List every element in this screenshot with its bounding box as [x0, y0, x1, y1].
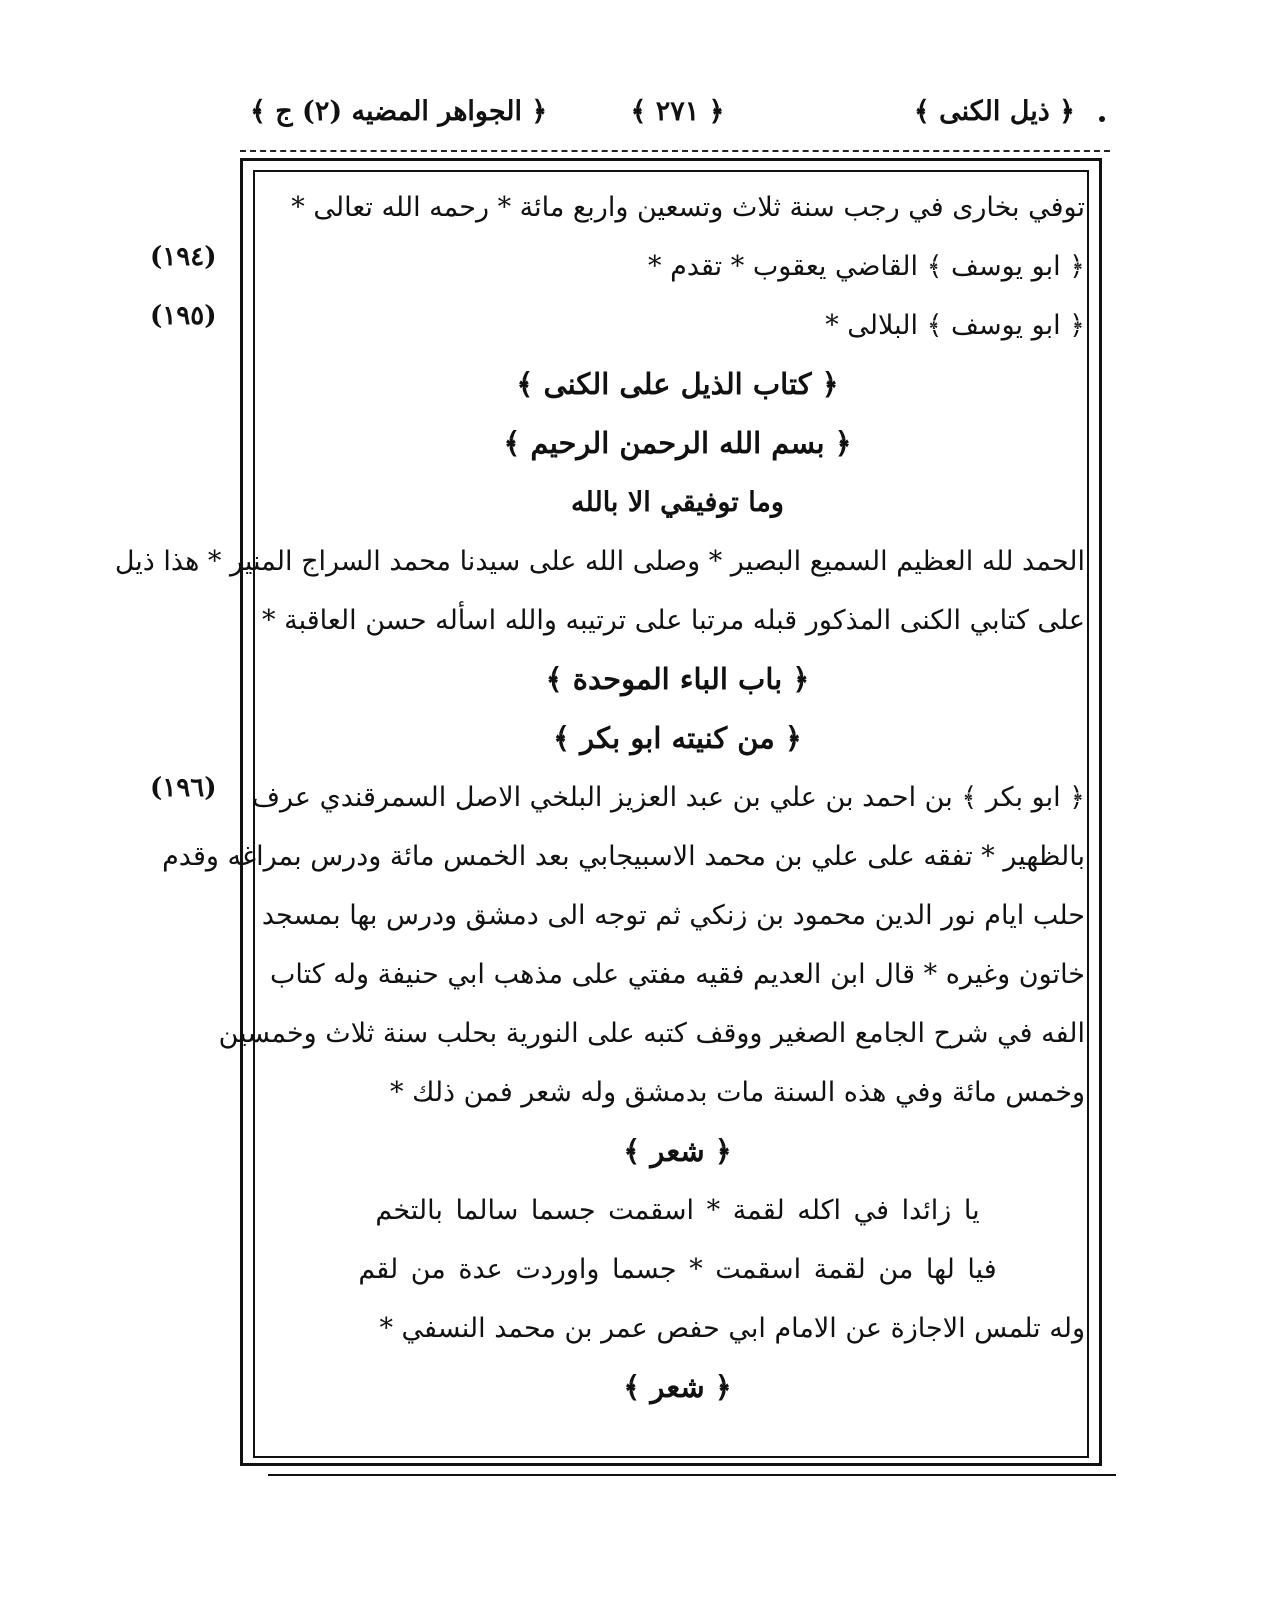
chapter-heading: ﴿ باب الباء الموحدة ﴾ [545, 662, 810, 696]
text-line: بالظهير * تفقه على علي بن محمد الاسبيجابي بعد الخمس مائة ودرس بمراغه وقدم [162, 841, 1085, 872]
frame-bottom-rule [268, 1474, 1116, 1476]
basmala: ﴿ بسم الله الرحمن الرحيم ﴾ [503, 426, 852, 460]
text-line: وله تلمس الاجازة عن الامام ابي حفص عمر بن محمد النسفي * [379, 1313, 1085, 1344]
text-line: توفي بخارى في رجب سنة ثلاث وتسعين واربع مائة * رحمه الله تعالى * [291, 192, 1085, 223]
entry-text-line: ﴿ ابو بكر ﴾ بن احمد بن علي بن عبد العزيز البلخي الاصل السمرقندي عرف [251, 782, 1085, 813]
margin-entry-number: (١٩٦) [150, 773, 217, 803]
text-line: وخمس مائة وفي هذه السنة مات بدمشق وله شعر فمن ذلك * [389, 1077, 1085, 1108]
entry-heading: ﴿ ابو يوسف ﴾ القاضي يعقوب * تقدم * [648, 251, 1085, 282]
margin-entry-number: (١٩٥) [150, 301, 217, 331]
running-header [250, 96, 1105, 146]
header-book-title: ﴿ الجواهر المضيه (٢) ج ﴾ [250, 96, 548, 127]
poem-verse: يا زائدا في اكله لقمة * اسقمت جسما سالما بالتخم [375, 1195, 980, 1226]
header-section-title: ﴿ ذيل الكنى ﴾ [913, 96, 1075, 127]
poetry-heading: ﴿ شعر ﴾ [623, 1134, 732, 1168]
page-number: ﴿ ٢٧١ ﴾ [630, 96, 725, 127]
entry-heading: ﴿ ابو يوسف ﴾ البلالى * [825, 310, 1085, 341]
header-rule [240, 150, 1110, 152]
text-line: الفه في شرح الجامع الصغير ووقف كتبه على النورية بحلب سنة ثلاث وخمسين [218, 1018, 1085, 1049]
text-line: الحمد لله العظيم السميع البصير * وصلى الله على سيدنا محمد السراج المنير * هذا ذيل [114, 546, 1085, 577]
poem-verse: فيا لها من لقمة اسقمت * جسما واوردت عدة من لقم [358, 1254, 997, 1285]
sub-heading: ﴿ من كنيته ابو بكر ﴾ [553, 721, 802, 755]
text-line: على كتابي الكنى المذكور قبله مرتبا على ترتيبه والله اسأله حسن العاقبة * [262, 605, 1085, 636]
text-line: حلب ايام نور الدين محمود بن زنكي ثم توجه الى دمشق ودرس بها بمسجد [261, 900, 1085, 931]
poetry-heading: ﴿ شعر ﴾ [623, 1370, 732, 1404]
header-dot [1099, 116, 1105, 122]
book-section-title: ﴿ كتاب الذيل على الكنى ﴾ [516, 367, 839, 401]
invocation-line: وما توفيقي الا بالله [571, 487, 784, 518]
text-line: خاتون وغيره * قال ابن العديم فقيه مفتي على مذهب ابي حنيفة وله كتاب [270, 959, 1085, 990]
margin-entry-number: (١٩٤) [150, 242, 217, 272]
